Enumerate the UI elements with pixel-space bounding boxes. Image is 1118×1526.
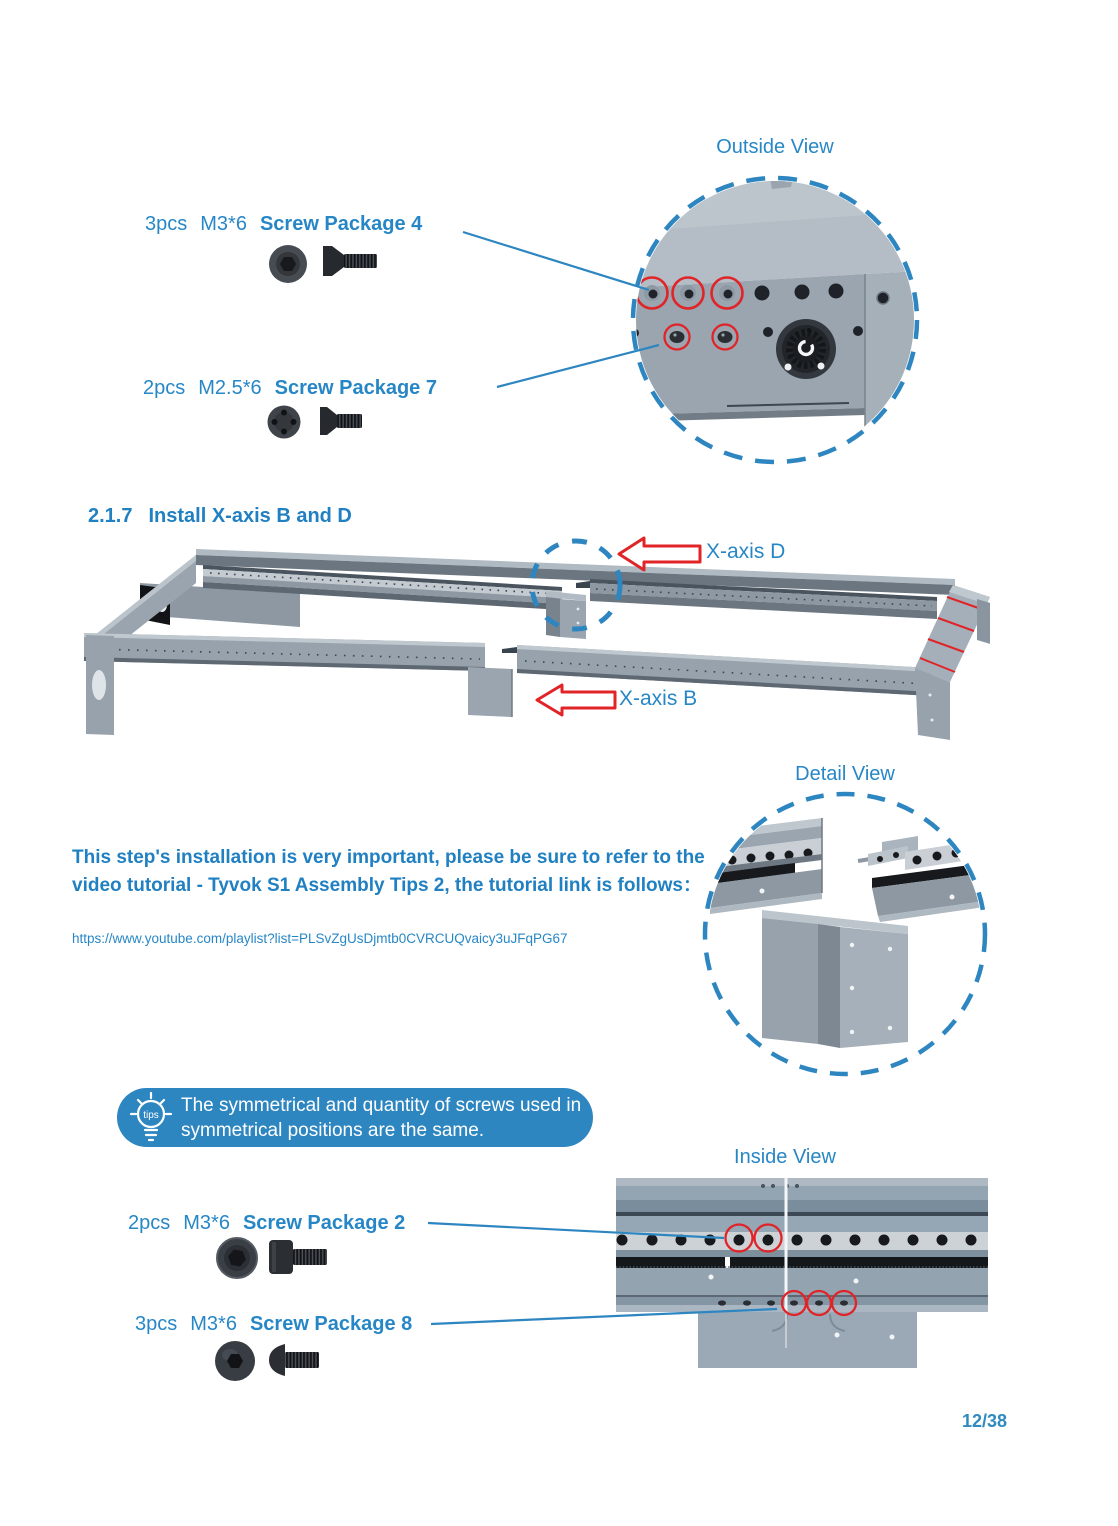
inside-view-label: Inside View bbox=[734, 1146, 836, 1168]
tips-banner bbox=[117, 1088, 593, 1147]
screw-size: M2.5*6 bbox=[198, 377, 262, 399]
screw-package7-side-view-icon bbox=[317, 404, 365, 438]
tutorial-link[interactable]: https://www.youtube.com/playlist?list=PLSvZgUsDjmtb0CVRCUQvaicy3uJFqPG67 bbox=[72, 931, 568, 946]
important-notice-text: This step's installation is very important, please be sure to refer to the video tutorial - Tyvok S1 Assembly Tips 2, the tutorial link is follows： bbox=[72, 847, 705, 896]
outside-view-illustration bbox=[625, 170, 935, 480]
section-number: 2.1.7 bbox=[88, 505, 133, 527]
screw-package-name: Screw Package 8 bbox=[249, 1313, 413, 1335]
tips-text: The symmetrical and quantity of screws used in symmetrical positions are the same. bbox=[181, 1094, 582, 1141]
screw-package-name: Screw Package 4 bbox=[259, 213, 423, 235]
x-axis-d-label: X-axis D bbox=[706, 540, 786, 563]
screw-package2-side-view-icon bbox=[266, 1237, 332, 1277]
screw-package8-side-view-icon bbox=[266, 1341, 324, 1379]
screw-size: M3*6 bbox=[183, 1212, 230, 1234]
screw-qty: 3pcs bbox=[145, 213, 188, 235]
detail-view-illustration bbox=[700, 790, 995, 1085]
section-heading bbox=[88, 505, 352, 528]
screw-package7-top-view-icon bbox=[266, 404, 302, 440]
screw-qty: 2pcs bbox=[143, 377, 186, 399]
motor-icon bbox=[776, 319, 836, 379]
x-axis-d-arrow-icon bbox=[619, 538, 700, 570]
screw-package8-top-view-icon bbox=[214, 1340, 256, 1382]
screw-package-name: Screw Package 7 bbox=[274, 377, 437, 399]
screw-package4-top-view-icon bbox=[267, 243, 309, 285]
screw-qty: 3pcs bbox=[135, 1313, 178, 1335]
x-axis-b-arrow-icon bbox=[537, 685, 615, 715]
screw-package-7-row bbox=[143, 377, 437, 400]
screw-package-name: Screw Package 2 bbox=[242, 1212, 406, 1234]
screw-package-8-row bbox=[135, 1313, 412, 1336]
screw-size: M3*6 bbox=[200, 213, 247, 235]
screw-package2-top-view-icon bbox=[216, 1237, 258, 1279]
detail-view-label: Detail View bbox=[795, 763, 895, 785]
screw-qty: 2pcs bbox=[128, 1212, 171, 1234]
page-number: 12/38 bbox=[962, 1411, 1008, 1431]
x-axis-b-label: X-axis B bbox=[619, 687, 698, 710]
frame-illustration bbox=[70, 535, 990, 770]
screw-size: M3*6 bbox=[190, 1313, 237, 1335]
screw-package-4-row bbox=[145, 213, 422, 236]
section-title: Install X-axis B and D bbox=[148, 505, 352, 527]
screw-package4-side-view-icon bbox=[320, 242, 380, 280]
outside-view-label: Outside View bbox=[716, 136, 834, 158]
screw-package-2-row bbox=[128, 1212, 405, 1235]
inside-view-illustration bbox=[606, 1172, 990, 1372]
svg-text:tips: tips bbox=[143, 1109, 159, 1121]
tips-bulb-icon bbox=[123, 1091, 179, 1145]
